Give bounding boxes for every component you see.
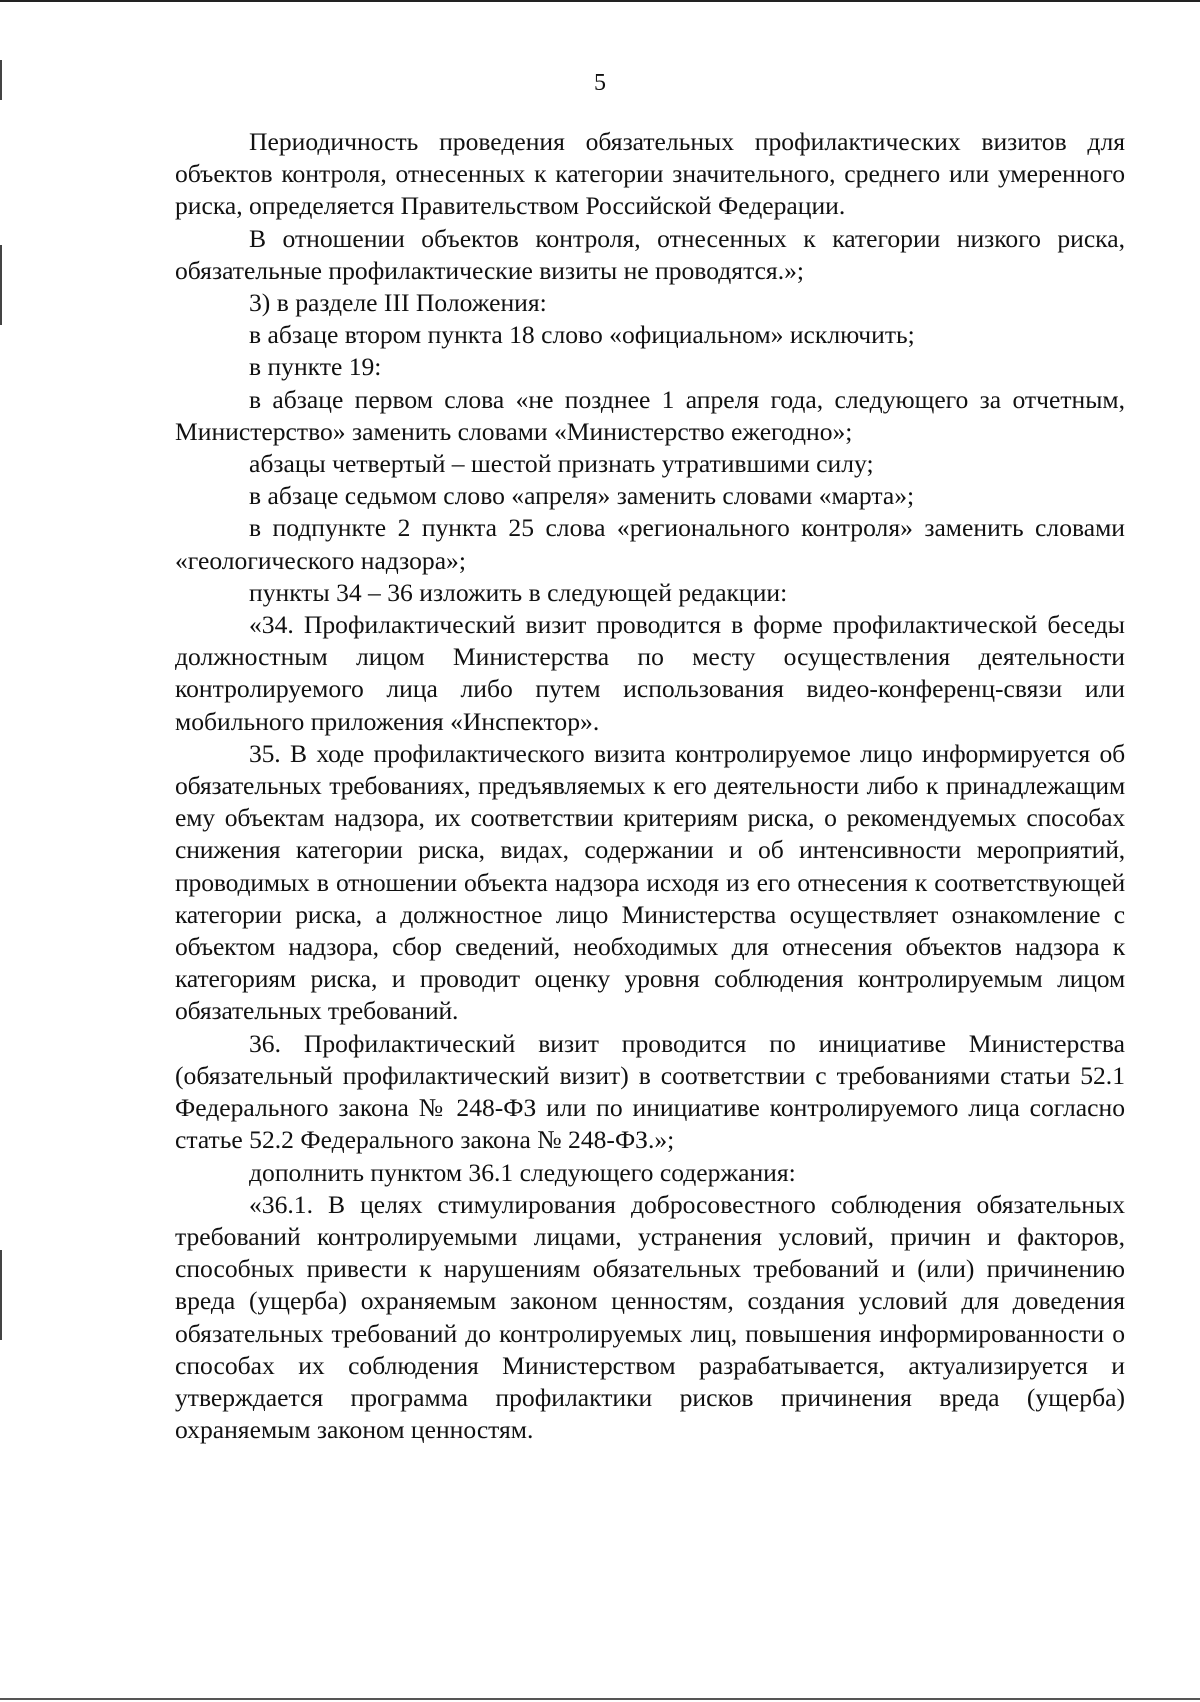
- scan-bottom-edge: [0, 1698, 1200, 1700]
- paragraph: абзацы четвертый – шестой признать утратившими силу;: [249, 449, 874, 479]
- paragraph: 36. Профилактический визит проводится по инициативе Министерства (обязательный профилактический визит) в соответствии с требованиями статьи 52.1 Федерального закона № 248-ФЗ или по инициативе контролируемого лица согласно статье 52.2 Федерального закона № 248-ФЗ.»;: [175, 1028, 1125, 1155]
- paragraph: Периодичность проведения обязательных профилактических визитов для объектов контроля, отнесенных к категории значительного, среднего или умеренного риска, определяется Правительством Российской Федерации.: [175, 127, 1125, 221]
- paragraph: в абзаце первом слова «не позднее 1 апреля года, следующего за отчетным, Министерство» заменить словами «Министерство ежегодно»;: [175, 384, 1125, 446]
- paragraph: пункты 34 – 36 изложить в следующей редакции:: [249, 577, 788, 607]
- document-body: [175, 126, 1125, 1446]
- paragraph: в абзаце седьмом слово «апреля» заменить словами «марта»;: [249, 481, 915, 511]
- paragraph: 3) в разделе III Положения:: [249, 288, 547, 318]
- scan-left-mark: [0, 245, 2, 325]
- paragraph: в подпункте 2 пункта 25 слова «регионального контроля» заменить словами «геологического надзора»;: [175, 513, 1125, 575]
- scan-top-edge: [0, 0, 1200, 2]
- paragraph: в пункте 19:: [249, 352, 382, 382]
- paragraph: «36.1. В целях стимулирования добросовестного соблюдения обязательных требований контролируемыми лицами, устранения условий, причин и факторов, способных привести к нарушениям обязательных требований и (или) причинению вреда (ущерба) охраняемым законом ценностям, создания условий для доведения обязательных требований до контролируемых лиц, повышения информированности о способах их соблюдения Министерством разрабатывается, актуализируется и утверждается программа профилактики рисков причинения вреда (ущерба) охраняемым законом ценностям.: [175, 1189, 1125, 1445]
- paragraph: «34. Профилактический визит проводится в форме профилактической беседы должностным лицом Министерства по месту осуществления деятельности контролируемого лица либо путем использования видео-конференц-связи или мобильного приложения «Инспектор».: [175, 610, 1125, 736]
- scan-left-mark: [0, 1250, 2, 1340]
- paragraph: дополнить пунктом 36.1 следующего содержания:: [249, 1157, 796, 1187]
- paragraph: В отношении объектов контроля, отнесенных к категории низкого риска, обязательные профилактические визиты не проводятся.»;: [175, 223, 1125, 285]
- paragraph: 35. В ходе профилактического визита контролируемое лицо информируется об обязательных требованиях, предъявляемых к его деятельности либо к принадлежащим ему объектам надзора, их соответствии критериям риска, о рекомендуемых способах снижения категории риска, видах, содержании и об интенсивности мероприятий, проводимых в отношении объекта надзора исходя из его отнесения к соответствующей категории риска, а должностное лицо Министерства осуществляет ознакомление с объектом надзора, сбор сведений, необходимых для отнесения объектов надзора к категориям риска, и проводит оценку уровня соблюдения контролируемым лицом обязательных требований.: [175, 738, 1125, 1026]
- paragraph: в абзаце втором пункта 18 слово «официальном» исключить;: [249, 320, 915, 350]
- page-number: 5: [594, 70, 606, 96]
